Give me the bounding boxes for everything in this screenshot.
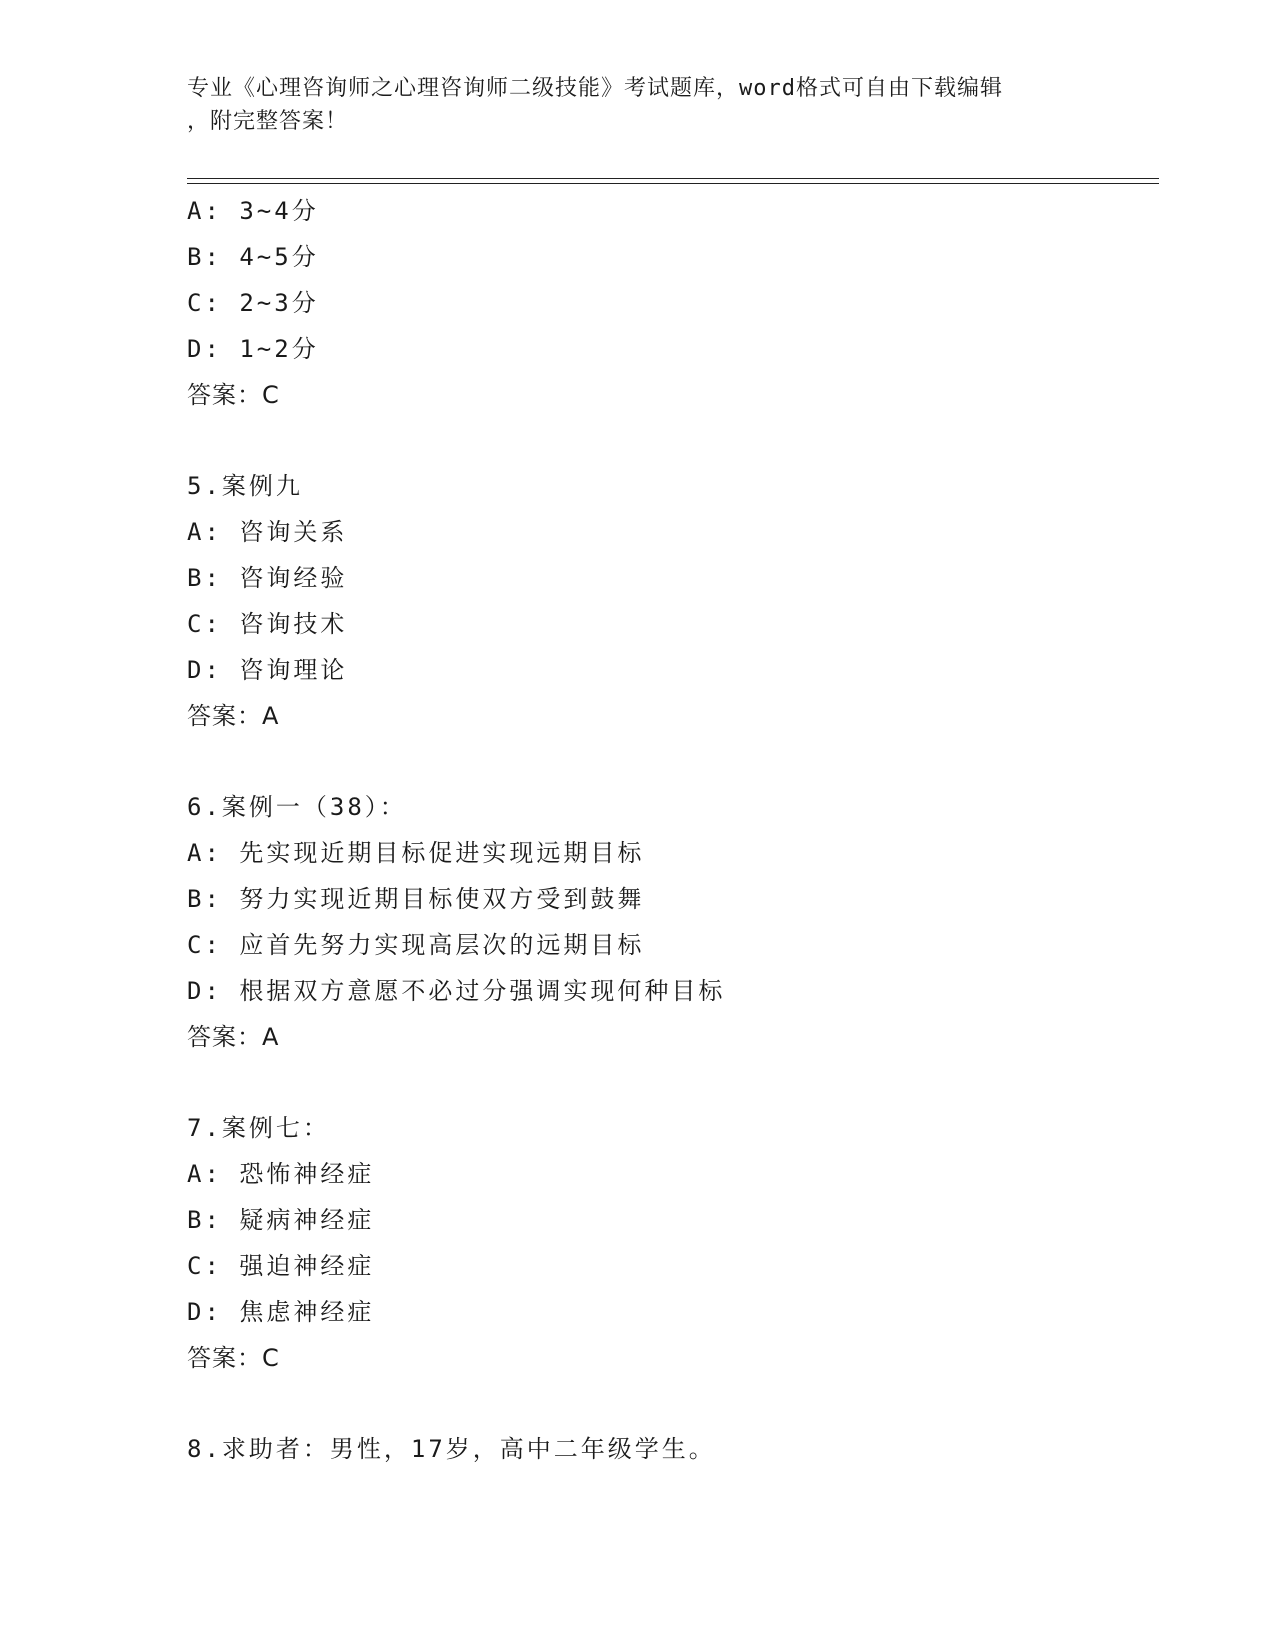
spacer [187,418,1147,463]
option-a: A: 咨询关系 [187,518,348,546]
option-c: C: 2~3分 [187,289,319,317]
spacer [187,739,1147,784]
option-d: D: 1~2分 [187,335,319,363]
spacer [187,1060,1147,1105]
option-b: B: 疑病神经症 [187,1206,375,1234]
answer: 答案：A [187,1023,280,1051]
option-b: B: 努力实现近期目标使双方受到鼓舞 [187,885,645,913]
option-b: B: 4~5分 [187,243,319,271]
option-d: D: 根据双方意愿不必过分强调实现何种目标 [187,977,726,1005]
question-4 [187,188,1147,418]
option-d: D: 咨询理论 [187,656,348,684]
answer: 答案：C [187,381,280,409]
option-a: A: 3~4分 [187,197,319,225]
header-line-1: 专业《心理咨询师之心理咨询师二级技能》考试题库，word格式可自由下载编辑 [187,76,1003,101]
option-c: C: 应首先努力实现高层次的远期目标 [187,931,645,959]
document-header [187,72,1087,138]
option-d: D: 焦虑神经症 [187,1298,375,1326]
option-a: A: 恐怖神经症 [187,1160,375,1188]
option-a: A: 先实现近期目标促进实现远期目标 [187,839,645,867]
question-5 [187,463,1147,739]
question-title: 5.案例九 [187,472,303,500]
header-line-2: ，附完整答案！ [187,109,349,134]
answer: 答案：A [187,702,280,730]
option-c: C: 咨询技术 [187,610,348,638]
question-title: 7.案例七： [187,1114,330,1142]
question-title: 8.求助者：男性，17岁，高中二年级学生。 [187,1435,716,1463]
question-list [187,188,1147,1472]
header-divider [187,178,1159,184]
answer: 答案：C [187,1344,280,1372]
question-title: 6.案例一（38）： [187,793,407,821]
option-c: C: 强迫神经症 [187,1252,375,1280]
option-b: B: 咨询经验 [187,564,348,592]
question-8 [187,1426,1147,1472]
question-7 [187,1105,1147,1381]
spacer [187,1381,1147,1426]
question-6 [187,784,1147,1060]
